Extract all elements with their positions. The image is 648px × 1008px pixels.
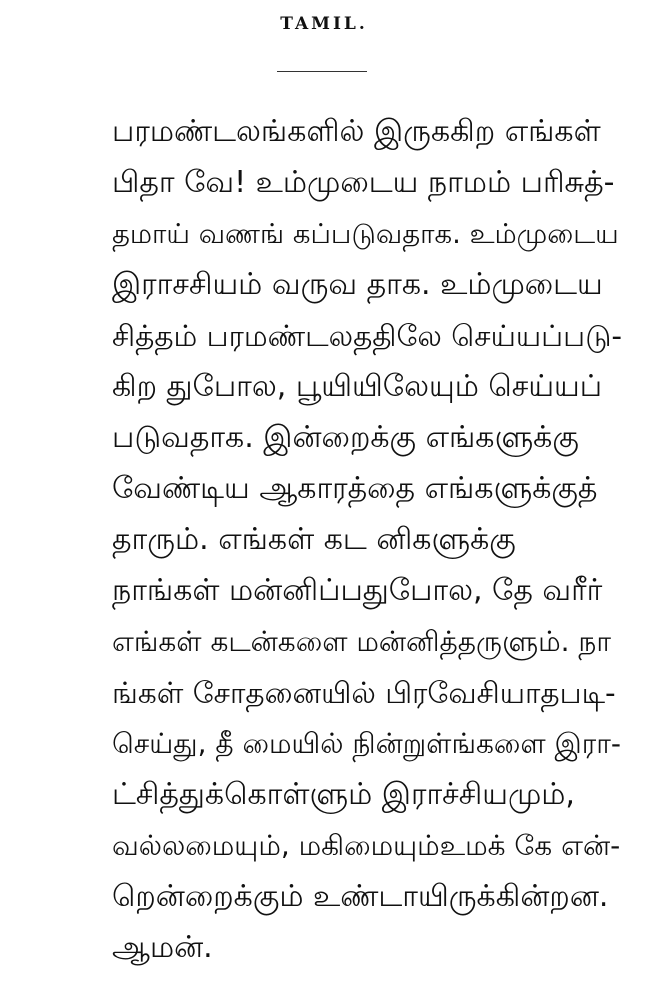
text-line: செய்து, தீ மையில் நின்றுள்ங்களை இரா- bbox=[112, 727, 621, 760]
text-line: இராசசியம் வருவ தாக. உம்முடைய bbox=[112, 267, 603, 302]
text-line: பிதா வே! உம்முடைய நாமம் பரிசுத்- bbox=[112, 165, 615, 200]
text-line: நாங்கள் மன்னிப்பதுபோல, தே வரீர் bbox=[112, 573, 603, 608]
text-line: தமாய் வணங் கப்படுவதாக. உம்முடைய bbox=[112, 218, 619, 250]
text-line: ஆமன். bbox=[112, 930, 213, 965]
text-line: சித்தம் பரமண்டலததிலே செய்யப்படு- bbox=[112, 319, 623, 353]
page-heading: TAMIL. bbox=[280, 14, 368, 34]
text-line: பரமண்டலங்களில் இருககிற எங்கள் bbox=[112, 114, 601, 149]
text-line: படுவதாக. இன்றைக்கு எங்களுக்கு bbox=[112, 420, 579, 455]
heading-rule bbox=[277, 71, 367, 72]
text-line: கிற துபோல, பூயியிலேயும் செய்யப் bbox=[112, 369, 603, 404]
text-line: வல்லமையும், மகிமையும்உமக் கே என்- bbox=[112, 829, 621, 862]
text-line: தாரும். எங்கள் கட னிகளுக்கு bbox=[112, 522, 516, 557]
text-line: ங்கள் சோதனையில் பிரவேசியாதபடி- bbox=[112, 676, 616, 710]
text-line: வேண்டிய ஆகாரத்தை எங்களுக்குத் bbox=[112, 471, 598, 506]
text-line: றென்றைக்கும் உண்டாயிருக்கின்றன. bbox=[112, 879, 609, 914]
text-line: ட்சித்துக்கொள்ளும் இராச்சியமும், bbox=[112, 777, 575, 812]
text-line: எங்கள் கடன்களை மன்னித்தருளும். நா bbox=[112, 625, 612, 658]
